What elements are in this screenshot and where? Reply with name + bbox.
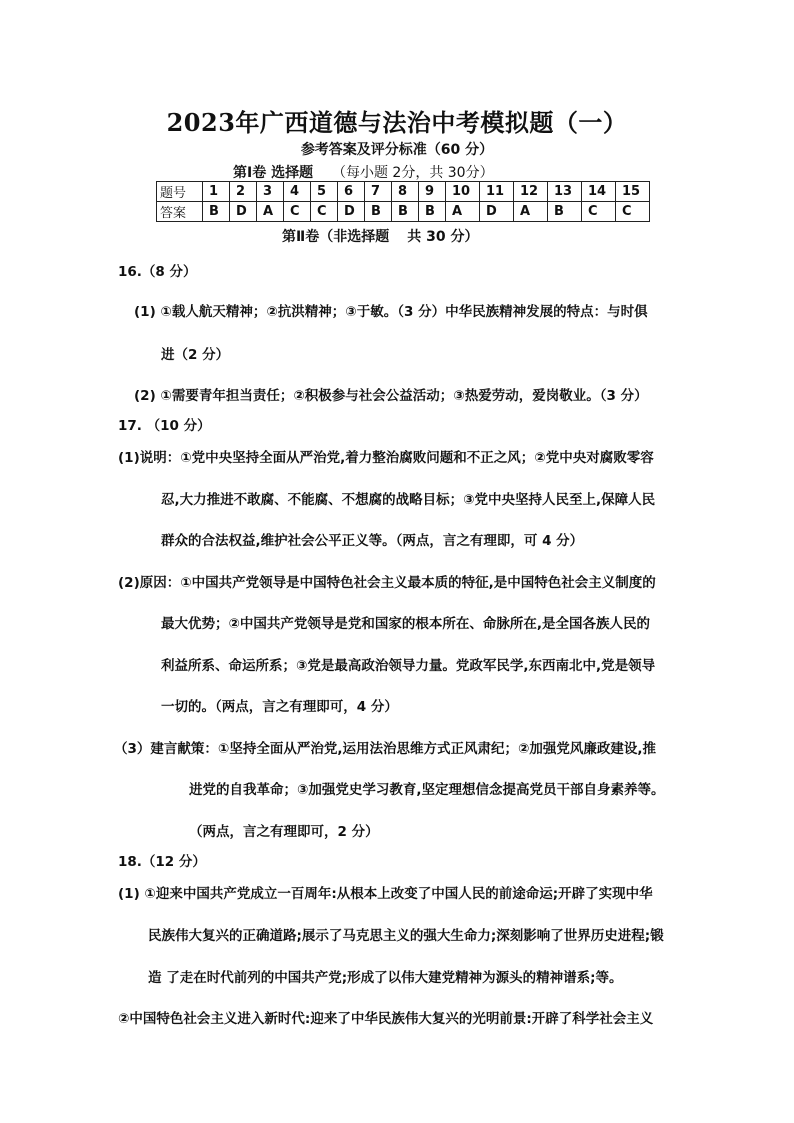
answer-line: (2) ①需要青年担当责任；②积极参与社会公益活动；③热爱劳动，爱岗敬业。（3 分） — [134, 388, 648, 404]
table-cell: C — [616, 202, 650, 222]
table-cell: 15 — [616, 182, 650, 202]
table-cell: 14 — [582, 182, 616, 202]
answer-line: 民族伟大复兴的正确道路;展示了马克思主义的强大生命力;深刻影响了世界历史进程;锻 — [148, 928, 664, 944]
table-cell: A — [514, 202, 548, 222]
table-cell: B — [365, 202, 392, 222]
table-cell: 9 — [419, 182, 446, 202]
answer-line: (2)原因：①中国共产党领导是中国特色社会主义最本质的特征,是中国特色社会主义制度的 — [118, 575, 656, 591]
section-1-heading — [233, 162, 494, 182]
table-cell: C — [284, 202, 311, 222]
table-cell: A — [446, 202, 480, 222]
table-cell: 2 — [230, 182, 257, 202]
answer-table — [156, 181, 650, 222]
q16-heading: 16.（8 分） — [118, 264, 197, 280]
q18-heading: 18.（12 分） — [118, 854, 206, 870]
answer-line: 利益所系、命运所系；③党是最高政治领导力量。党政军民学,东西南北中,党是领导 — [161, 658, 656, 674]
answer-line: 进（2 分） — [161, 347, 230, 363]
section-2-label: 第Ⅱ卷（非选择题 — [282, 229, 390, 245]
table-cell: D — [230, 202, 257, 222]
q17-heading: 17. （10 分） — [118, 418, 211, 434]
table-cell: B — [203, 202, 230, 222]
table-cell: 5 — [311, 182, 338, 202]
table-cell: 1 — [203, 182, 230, 202]
table-cell: B — [548, 202, 582, 222]
answer-line: 群众的合法权益,维护社会公平正义等。（两点，言之有理即，可 4 分） — [161, 533, 584, 549]
answer-line: 忍,大力推进不敢腐、不能腐、不想腐的战略目标；③党中央坚持人民至上,保障人民 — [161, 492, 656, 508]
section-1-note: （每小题 2分，共 30分） — [331, 165, 494, 181]
answer-line: (1) ①迎来中国共产党成立一百周年:从根本上改变了中国人民的前途命运;开辟了实现中华 — [118, 886, 653, 902]
table-cell: C — [311, 202, 338, 222]
section-2-score: 共 30 分） — [407, 229, 479, 245]
table-cell: D — [480, 202, 514, 222]
table-cell: B — [392, 202, 419, 222]
answer-line: 进党的自我革命；③加强党史学习教育,坚定理想信念提高党员干部自身素养等。 — [189, 782, 665, 798]
table-cell: 12 — [514, 182, 548, 202]
answer-line: （两点，言之有理即可，2 分） — [189, 824, 379, 840]
table-cell: 3 — [257, 182, 284, 202]
table-cell: D — [338, 202, 365, 222]
answer-line: 一切的。（两点，言之有理即可，4 分） — [161, 699, 398, 715]
table-row — [157, 182, 650, 202]
table-row — [157, 202, 650, 222]
table-cell: 6 — [338, 182, 365, 202]
row-header-number: 题号 — [157, 182, 203, 202]
table-cell: 11 — [480, 182, 514, 202]
answer-line: 造 了走在时代前列的中国共产党;形成了以伟大建党精神为源头的精神谱系;等。 — [148, 970, 623, 986]
page-title: 2023年广西道德与法治中考模拟题（一） — [166, 108, 628, 137]
page-subtitle: 参考答案及评分标准（60 分） — [300, 142, 494, 158]
section-1-label: 第Ⅰ卷 选择题 — [233, 165, 314, 181]
table-cell: C — [582, 202, 616, 222]
answer-line: ②中国特色社会主义进入新时代:迎来了中华民族伟大复兴的光明前景:开辟了科学社会主义 — [118, 1011, 654, 1027]
answer-line: (1) ①载人航天精神；②抗洪精神；③于敏。（3 分）中华民族精神发展的特点：与时俱 — [134, 304, 648, 320]
table-cell: 7 — [365, 182, 392, 202]
table-cell: A — [257, 202, 284, 222]
table-cell: 10 — [446, 182, 480, 202]
table-cell: 4 — [284, 182, 311, 202]
table-cell: B — [419, 202, 446, 222]
table-cell: 13 — [548, 182, 582, 202]
answer-line: (1)说明：①党中央坚持全面从严治党,着力整治腐败问题和不正之风；②党中央对腐败零容 — [118, 450, 654, 466]
answer-line: （3）建言献策：①坚持全面从严治党,运用法治思维方式正风肃纪；②加强党风廉政建设,推 — [114, 741, 657, 757]
section-2-heading — [282, 226, 478, 246]
answer-line: 最大优势；②中国共产党领导是党和国家的根本所在、命脉所在,是全国各族人民的 — [161, 616, 651, 632]
row-header-answer: 答案 — [157, 202, 203, 222]
table-cell: 8 — [392, 182, 419, 202]
